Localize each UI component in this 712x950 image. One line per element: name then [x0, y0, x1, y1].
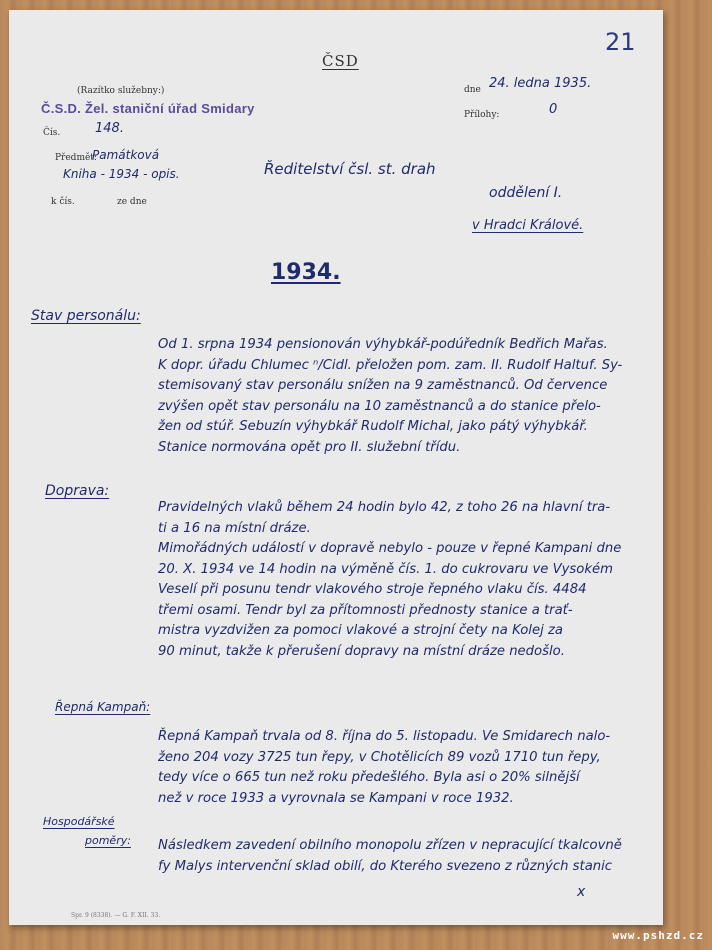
predmet-value-1: Památková	[92, 148, 160, 162]
addressee: Ředitelství čsl. st. drah	[264, 160, 436, 178]
cis-label: Čís.	[43, 128, 61, 138]
text-line: Stanice normována opět pro II. služební třídu.	[158, 439, 461, 455]
document-page	[9, 10, 663, 925]
text-line: Veselí při posunu tendr vlakového stroje řepného vlaku čís. 4484	[158, 582, 587, 597]
text-line: K dopr. úřadu Chlumec ⁿ/Cidl. přeložen pom. zam. II. Rudolf Haltuf. Sy-	[158, 357, 623, 373]
year-title: 1934.	[271, 260, 341, 285]
text-line: stemisovaný stav personálu snížen na 9 zaměstnanců. Od července	[158, 378, 608, 393]
cis-value: 148.	[95, 121, 124, 136]
zedne-label: ze dne	[117, 197, 147, 207]
text-line: Pravidelných vlaků během 24 hodin bylo 42, z toho 26 na hlavní tra-	[158, 500, 611, 515]
prilohy-value: 0	[549, 102, 558, 117]
print-code: Spr. 9 (8338). — G. F. XII. 33.	[71, 912, 161, 919]
site-watermark: www.pshzd.cz	[612, 929, 704, 942]
department: oddělení I.	[489, 185, 563, 201]
section-label-economy-2: poměry:	[85, 834, 131, 847]
text-line: zvýšen opět stav personálu na 10 zaměstnanců a do stanice přelo-	[158, 398, 601, 414]
predmet-value-2: Kniha - 1934 - opis.	[63, 167, 180, 181]
dne-label: dne	[464, 85, 481, 95]
text-line: žen od stúř. Sebuzín výhybkář Rudolf Michal, jako pátý výhybkář.	[158, 419, 588, 434]
text-line: Od 1. srpna 1934 pensionován výhybkář-podúředník Bedřich Mařas.	[158, 337, 608, 352]
section-label-beet-campaign: Řepná Kampaň:	[55, 700, 151, 714]
text-line: ti a 16 na místní dráze.	[158, 520, 311, 536]
text-line: mistra vyzdvižen za pomoci vlakové a strojní čety na Kolej za	[158, 623, 563, 638]
section-label-economy-1: Hospodářské	[43, 815, 115, 828]
city: v Hradci Králové.	[472, 218, 584, 233]
csd-heading: ČSD	[322, 52, 359, 70]
page-number: 21	[605, 28, 636, 56]
section-text-traffic	[158, 498, 653, 662]
section-label-personnel: Stav personálu:	[31, 308, 141, 324]
text-line: Následkem zavedení obilního monopolu zřízen v nepracující tkalcovně	[158, 838, 622, 853]
text-line: fy Malys intervenční sklad obilí, do Kterého svezeno z různých stanic	[158, 858, 613, 874]
razitko-label: (Razítko služebny:)	[77, 86, 165, 96]
text-line: Řepná Kampaň trvala od 8. října do 5. listopadu. Ve Smidarech nalo-	[158, 729, 611, 744]
footer-scribble: x	[577, 884, 586, 900]
text-line: tedy více o 665 tun než roku předešlého. Byla asi o 20% silnější	[158, 770, 580, 785]
prilohy-label: Přílohy:	[464, 110, 500, 120]
section-text-personnel	[158, 335, 653, 458]
text-line: než v roce 1933 a vyrovnala se Kampani v roce 1932.	[158, 790, 514, 806]
office-stamp: Č.S.D. Žel. staniční úřad Smidary	[41, 101, 255, 116]
section-text-economy	[158, 836, 653, 877]
predmet-label: Předmět:	[55, 153, 97, 163]
section-text-beet-campaign	[158, 727, 653, 809]
kcis-label: k čís.	[51, 197, 75, 207]
text-line: třemi osami. Tendr byl za přítomnosti přednosty stanice a trať-	[158, 602, 573, 618]
text-line: Mimořádných událostí v dopravě nebylo - pouze v řepné Kampani dne	[158, 541, 622, 556]
section-label-traffic: Doprava:	[45, 483, 110, 499]
text-line: 20. X. 1934 ve 14 hodin na výměně čís. 1. do cukrovaru ve Vysokém	[158, 561, 613, 577]
dne-value: 24. ledna 1935.	[489, 76, 592, 91]
text-line: 90 minut, takže k přerušení dopravy na místní dráze nedošlo.	[158, 643, 565, 659]
text-line: ženo 204 vozy 3725 tun řepy, v Chotělicích 89 vozů 1710 tun řepy,	[158, 749, 601, 765]
